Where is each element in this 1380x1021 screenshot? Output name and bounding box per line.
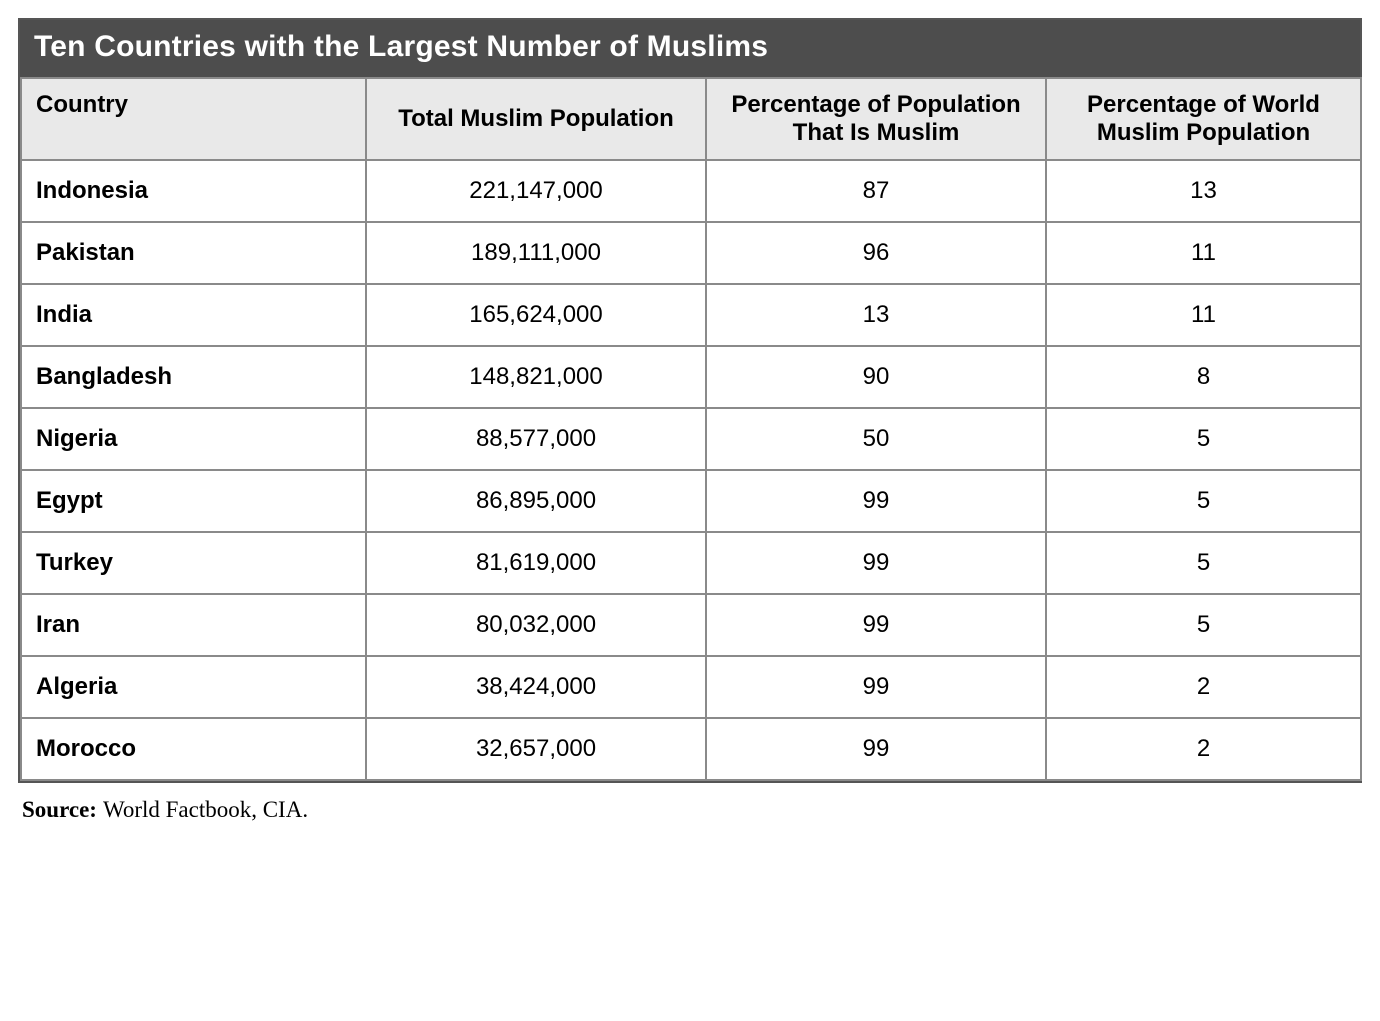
table-row <box>21 470 1361 532</box>
source-value: World Factbook, CIA. <box>102 797 309 823</box>
table-row <box>21 718 1361 780</box>
table-body <box>21 160 1361 780</box>
cell-total-muslim-population: 221,147,000 <box>366 160 706 222</box>
cell-pct-population-muslim: 99 <box>706 718 1046 780</box>
table-header <box>21 78 1361 161</box>
table-row <box>21 656 1361 718</box>
cell-pct-population-muslim: 99 <box>706 594 1046 656</box>
cell-country: Algeria <box>21 656 366 718</box>
table-row <box>21 594 1361 656</box>
table-title: Ten Countries with the Largest Number of Muslims <box>20 20 1360 77</box>
source-label: Source: <box>22 797 97 823</box>
column-header-percentage-world-muslim-population: Percentage of World Muslim Population <box>1046 78 1361 161</box>
column-header-country: Country <box>21 78 366 161</box>
table-row <box>21 346 1361 408</box>
cell-pct-world-muslim-population: 13 <box>1046 160 1361 222</box>
cell-total-muslim-population: 88,577,000 <box>366 408 706 470</box>
cell-pct-population-muslim: 99 <box>706 532 1046 594</box>
cell-country: Turkey <box>21 532 366 594</box>
table-row <box>21 408 1361 470</box>
table-row <box>21 284 1361 346</box>
cell-pct-population-muslim: 99 <box>706 656 1046 718</box>
cell-total-muslim-population: 32,657,000 <box>366 718 706 780</box>
table-row <box>21 222 1361 284</box>
column-header-total-muslim-population: Total Muslim Population <box>366 78 706 161</box>
cell-pct-world-muslim-population: 2 <box>1046 718 1361 780</box>
cell-total-muslim-population: 81,619,000 <box>366 532 706 594</box>
table-row <box>21 532 1361 594</box>
cell-pct-world-muslim-population: 5 <box>1046 470 1361 532</box>
cell-country: Iran <box>21 594 366 656</box>
cell-pct-world-muslim-population: 8 <box>1046 346 1361 408</box>
cell-country: Indonesia <box>21 160 366 222</box>
muslim-population-table <box>20 77 1362 782</box>
cell-pct-population-muslim: 99 <box>706 470 1046 532</box>
cell-pct-world-muslim-population: 5 <box>1046 594 1361 656</box>
cell-country: Morocco <box>21 718 366 780</box>
cell-pct-population-muslim: 87 <box>706 160 1046 222</box>
cell-pct-world-muslim-population: 5 <box>1046 408 1361 470</box>
cell-country: Bangladesh <box>21 346 366 408</box>
cell-pct-population-muslim: 96 <box>706 222 1046 284</box>
data-table-container <box>18 18 1362 783</box>
cell-total-muslim-population: 80,032,000 <box>366 594 706 656</box>
table-header-row <box>21 78 1361 161</box>
cell-total-muslim-population: 189,111,000 <box>366 222 706 284</box>
cell-pct-world-muslim-population: 5 <box>1046 532 1361 594</box>
cell-total-muslim-population: 86,895,000 <box>366 470 706 532</box>
cell-pct-world-muslim-population: 11 <box>1046 284 1361 346</box>
cell-country: India <box>21 284 366 346</box>
cell-pct-population-muslim: 90 <box>706 346 1046 408</box>
table-row <box>21 160 1361 222</box>
cell-country: Egypt <box>21 470 366 532</box>
cell-pct-world-muslim-population: 2 <box>1046 656 1361 718</box>
cell-country: Pakistan <box>21 222 366 284</box>
cell-pct-population-muslim: 50 <box>706 408 1046 470</box>
source-note <box>18 797 1362 823</box>
cell-country: Nigeria <box>21 408 366 470</box>
cell-pct-world-muslim-population: 11 <box>1046 222 1361 284</box>
column-header-percentage-population-muslim: Percentage of Population That Is Muslim <box>706 78 1046 161</box>
cell-total-muslim-population: 38,424,000 <box>366 656 706 718</box>
cell-total-muslim-population: 148,821,000 <box>366 346 706 408</box>
cell-pct-population-muslim: 13 <box>706 284 1046 346</box>
cell-total-muslim-population: 165,624,000 <box>366 284 706 346</box>
